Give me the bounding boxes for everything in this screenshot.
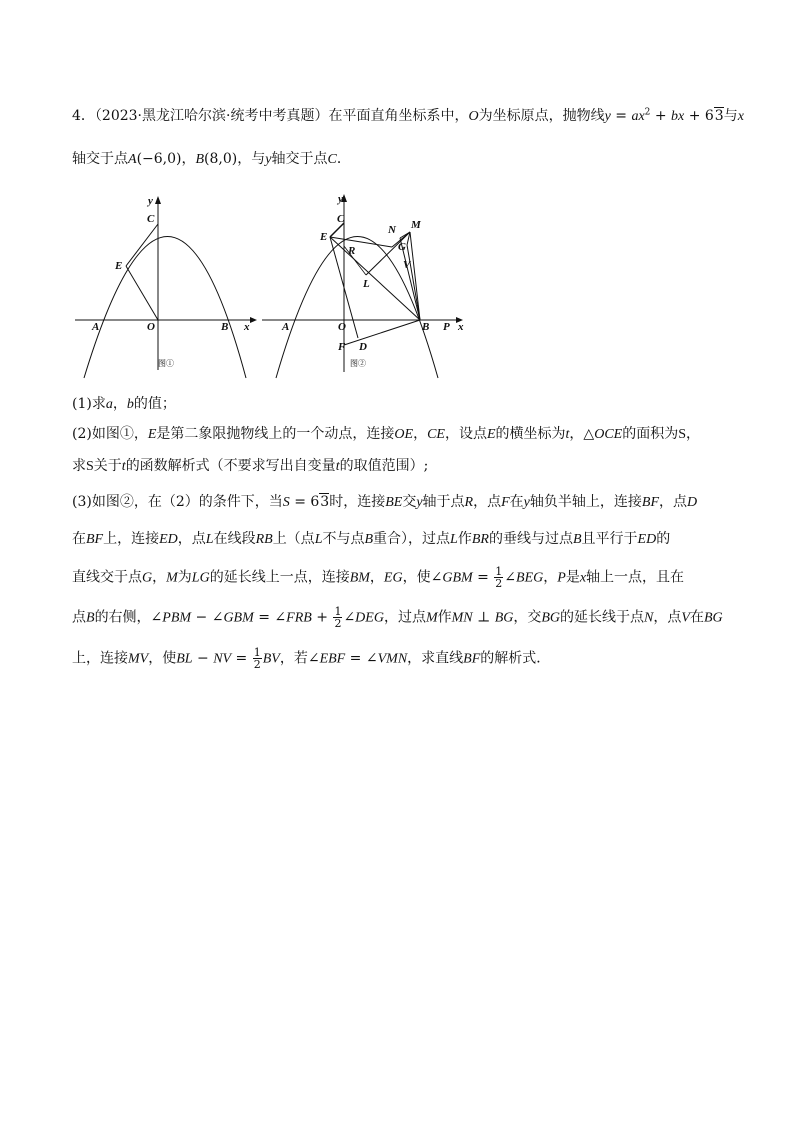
fig2-label-d: D xyxy=(359,341,367,353)
problem-source: （2023·黑龙江哈尔滨·统考中考真题） xyxy=(94,108,329,124)
fig1-label-o: O xyxy=(147,321,155,333)
fig1-label-x: x xyxy=(244,321,250,333)
fig2-label-f: F xyxy=(338,341,346,353)
part-3-line-5: 上，连接MV，使BL − NV = $\frac{1}{2}$ BV，若∠EBF = ∠VMN，求直线BF的解析式． xyxy=(72,646,551,671)
fig1-label-b: B xyxy=(221,321,229,333)
fig2-label-v: V xyxy=(403,259,411,271)
fig2-caption: 图② xyxy=(350,359,366,368)
fig2-label-g: G xyxy=(398,241,406,253)
part-1: (1)求a，b的值； xyxy=(72,396,176,412)
problem-line-1: 4．（2023·黑龙江哈尔滨·统考中考真题）在平面直角坐标系中，O为坐标原点，抛物线$y = ax^2$ + bx + 63与x xyxy=(72,107,744,124)
part-3-line-4: 点B的右侧，∠PBM − ∠GBM = ∠FRB + $\frac{1}{2}$ ∠DEG，过点M作MN ⊥ BG，交BG的延长线于点N，点V在BG xyxy=(72,605,723,630)
part-3-line-2: 在BF上，连接ED，点L在线段RB上（点L不与点B重合），过点L作BR的垂线与过点B且平行于ED的 xyxy=(72,531,671,547)
figure-2 xyxy=(262,190,472,380)
fig2-label-m: M xyxy=(411,219,421,231)
fig1-label-a: A xyxy=(92,321,100,333)
figure-1 xyxy=(70,190,270,380)
part-3-line-3: 直线交于点G，M为LG的延长线上一点，连接BM，EG，使∠GBM = $\frac{1}{2}$ ∠BEG，P是x轴上一点，且在 xyxy=(72,565,685,590)
fig2-label-b: B xyxy=(422,321,430,333)
fig1-label-e: E xyxy=(115,260,123,272)
fig1-label-y: y xyxy=(148,195,153,207)
fig2-label-e: E xyxy=(320,231,328,243)
fig1-caption: 图① xyxy=(158,359,174,368)
fig2-label-p: P xyxy=(443,321,450,333)
fig2-label-x: x xyxy=(458,321,464,333)
fig2-label-l: L xyxy=(363,278,370,290)
fig1-label-c: C xyxy=(147,213,155,225)
problem-number: 4． xyxy=(72,108,95,124)
fig2-label-a: A xyxy=(282,321,290,333)
fig2-label-n: N xyxy=(388,224,396,236)
fig2-label-c: C xyxy=(337,213,345,225)
part-3-line-1: (3)如图②，在（2）的条件下，当S = 63时，连接BE交y轴于点R，点F在y轴负半轴上，连接BF，点D xyxy=(72,494,698,510)
problem-line-2: 轴交于点A(−6,0)，B(8,0)，与y轴交于点C． xyxy=(72,151,351,167)
fig2-label-y: y xyxy=(338,193,343,205)
problem-intro: 在平面直角坐标系中， xyxy=(328,108,469,124)
fig2-label-o: O xyxy=(338,321,346,333)
fig2-label-r: R xyxy=(348,245,356,257)
part-2-line-2: 求S关于t的函数解析式（不要求写出自变量t的取值范围）; xyxy=(72,458,429,474)
part-2-line-1: (2)如图①，E是第二象限抛物线上的一个动点，连接OE，CE，设点E的横坐标为t，△OCE的面积为S， xyxy=(72,426,700,442)
